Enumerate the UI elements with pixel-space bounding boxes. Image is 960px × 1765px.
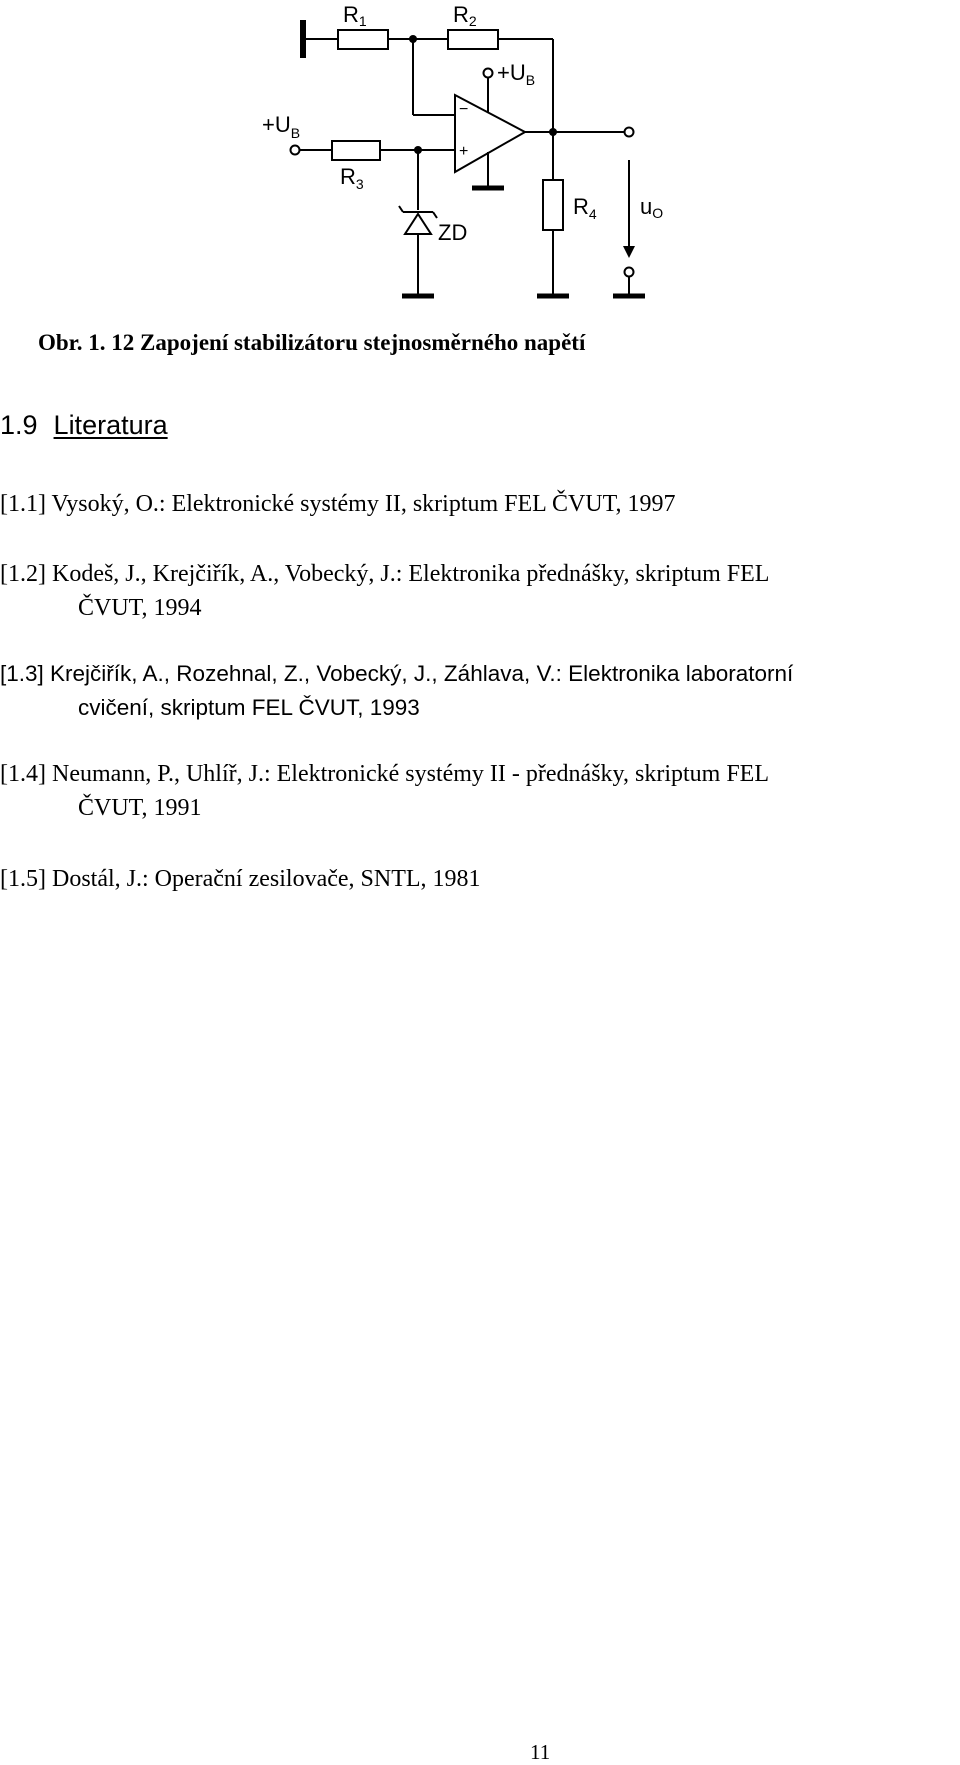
label-r3: $R_3$ xyxy=(340,164,364,192)
label-ub-top: $+U_B$ xyxy=(497,60,536,88)
reference-item xyxy=(0,862,950,896)
label-r1: R1 xyxy=(343,2,367,29)
reference-line-continued: ČVUT, 1991 xyxy=(78,795,202,821)
figure-caption: Obr. 1. 12 Zapojení stabilizátoru stejnosměrného napětí xyxy=(38,330,586,355)
label-r4: $R_4$ xyxy=(573,194,597,222)
resistor-r3 xyxy=(332,141,380,160)
label-inverting-input: − xyxy=(459,101,469,118)
label-ub-left: $+U_B$ xyxy=(262,112,301,141)
label-r2: R2 xyxy=(453,2,477,29)
resistor-r4 xyxy=(543,180,563,230)
reference-line: [1.2] Kodeš, J., Krejčiřík, A., Vobecký, J.: Elektronika přednášky, skriptum FEL xyxy=(0,561,770,587)
section-heading xyxy=(0,410,168,441)
reference-line: [1.5] Dostál, J.: Operační zesilovače, SNTL, 1981 xyxy=(0,866,481,892)
output-terminal-top xyxy=(625,128,634,137)
reference-line-continued: ČVUT, 1994 xyxy=(78,595,202,621)
reference-item xyxy=(0,487,950,521)
reference-line: [1.3] Krejčiřík, A., Rozehnal, Z., Vobecký, J., Záhlava, V.: Elektronika laboratorní xyxy=(0,661,794,686)
supply-terminal-top xyxy=(484,69,493,78)
reference-item xyxy=(0,557,950,625)
label-noninverting-input: + xyxy=(459,143,469,160)
output-terminal-bottom xyxy=(625,268,634,277)
resistor-r2 xyxy=(448,30,498,49)
resistor-r1 xyxy=(338,30,388,49)
page-number: 11 xyxy=(530,1740,551,1764)
reference-line-continued: cvičení, skriptum FEL ČVUT, 1993 xyxy=(78,695,420,720)
reference-item xyxy=(0,657,950,725)
section-title: Literatura xyxy=(53,410,168,440)
label-zd: ZD xyxy=(438,220,468,245)
stabilizer-circuit-diagram xyxy=(0,0,960,310)
zener-diode xyxy=(405,214,431,234)
output-arrow xyxy=(623,246,635,258)
reference-item xyxy=(0,757,950,825)
reference-line: [1.4] Neumann, P., Uhlíř, J.: Elektronické systémy II - přednášky, skriptum FEL xyxy=(0,761,769,787)
reference-line: [1.1] Vysoký, O.: Elektronické systémy II, skriptum FEL ČVUT, 1997 xyxy=(0,491,676,517)
supply-terminal-left xyxy=(291,146,300,155)
section-number: 1.9 xyxy=(0,410,38,440)
label-uo: uO xyxy=(640,194,664,221)
